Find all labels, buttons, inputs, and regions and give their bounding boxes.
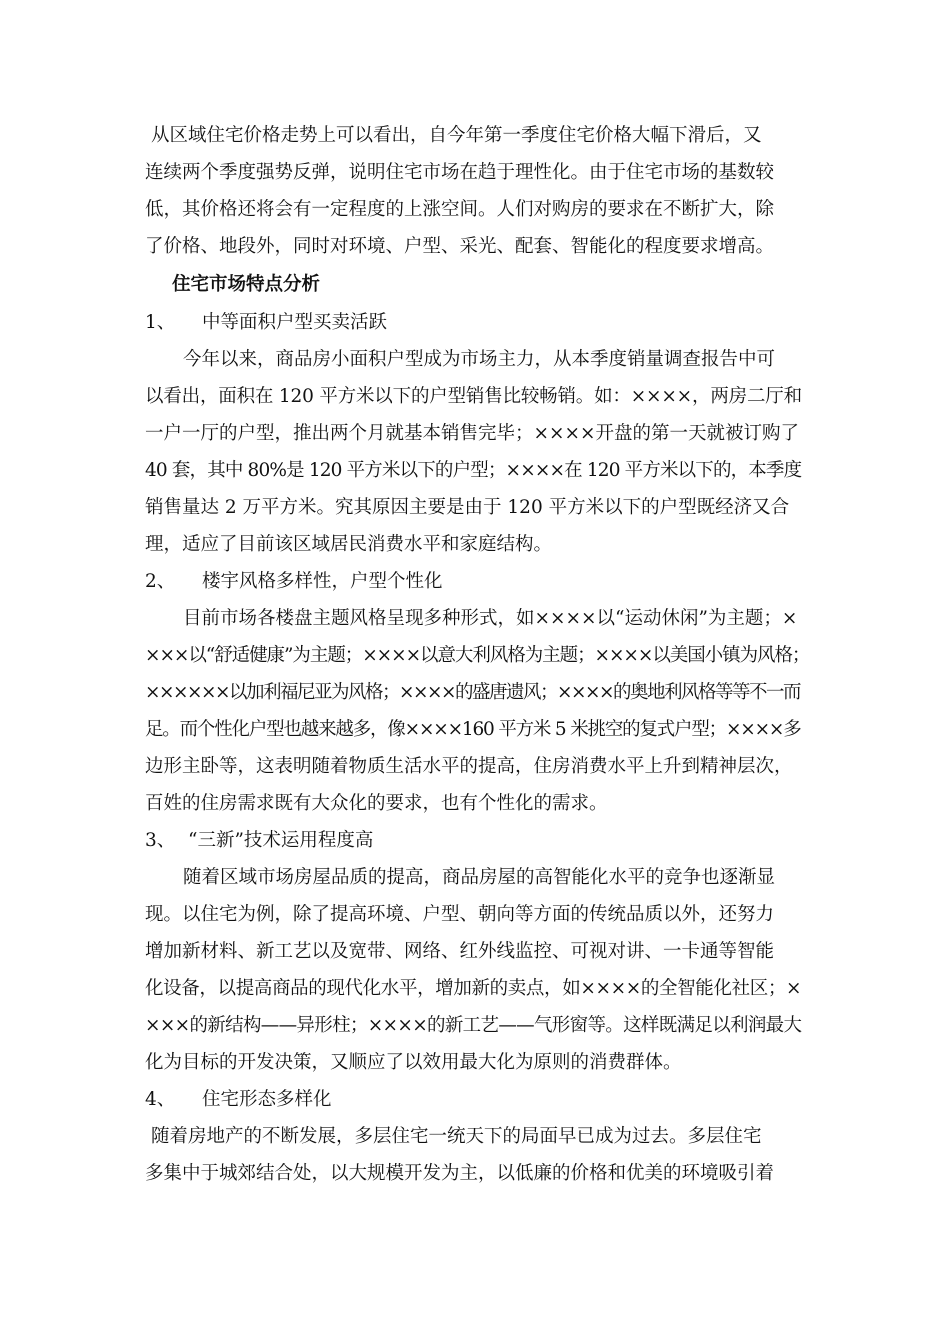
text-line: ×××的新结构——异形柱；××××的新工艺——气形窗等。这样既满足以利润最大 <box>145 1015 802 1036</box>
text-line: 随着区域市场房屋品质的提高，商品房屋的高智能化水平的竞争也逐渐显 <box>183 867 776 888</box>
text-line: 现。以住宅为例，除了提高环境、户型、朝向等方面的传统品质以外，还努力 <box>145 904 775 925</box>
text-line: 从区域住宅价格走势上可以看出，自今年第一季度住宅价格大幅下滑后，又 <box>151 125 762 146</box>
item-number: 4、 <box>145 1089 176 1110</box>
text-line: 以看出，面积在 120 平方米以下的户型销售比较畅销。如：××××，两房二厅和 <box>145 386 802 407</box>
text-line: 连续两个季度强势反弹，说明住宅市场在趋于理性化。由于住宅市场的基数较 <box>145 162 775 183</box>
text-line: 边形主卧等，这表明随着物质生活水平的提高，住房消费水平上升到精神层次， <box>145 756 793 777</box>
text-line: ××××××以加利福尼亚为风格；××××的盛唐遗风；××××的奥地利风格等等不一而 <box>145 682 801 703</box>
text-line: 百姓的住房需求既有大众化的要求，也有个性化的需求。 <box>145 793 608 814</box>
text-line: 低，其价格还将会有一定程度的上涨空间。人们对购房的要求在不断扩大，除 <box>145 199 775 220</box>
text-line: ×××以“舒适健康”为主题；××××以意大利风格为主题；××××以美国小镇为风格； <box>145 645 810 666</box>
text-line: 化设备，以提高商品的现代化水平，增加新的卖点，如××××的全智能化社区；× <box>145 978 802 999</box>
text-line: 了价格、地段外，同时对环境、户型、采光、配套、智能化的程度要求增高。 <box>145 236 775 257</box>
text-line: 随着房地产的不断发展，多层住宅一统天下的局面早已成为过去。多层住宅 <box>151 1126 762 1147</box>
text-line: 目前市场各楼盘主题风格呈现多种形式，如××××以“运动休闲”为主题；× <box>183 608 798 629</box>
text-line: 多集中于城郊结合处，以大规模开发为主，以低廉的价格和优美的环境吸引着 <box>145 1163 775 1184</box>
section-heading: 住宅市场特点分析 <box>172 274 321 295</box>
text-line: 销售量达 2 万平方米。究其原因主要是由于 120 平方米以下的户型既经济又合 <box>145 497 790 518</box>
text-line: 足。而个性化户型也越来越多，像××××160 平方米 5 米挑空的复式户型；××××多 <box>145 719 801 740</box>
text-line: 增加新材料、新工艺以及宽带、网络、红外线监控、可视对讲、一卡通等智能 <box>145 941 775 962</box>
item-number: 1、 <box>145 312 176 333</box>
text-line: 今年以来，商品房小面积户型成为市场主力，从本季度销量调查报告中可 <box>183 349 776 370</box>
item-title: 中等面积户型买卖活跃 <box>202 312 388 333</box>
text-line: 一户一厅的户型，推出两个月就基本销售完毕；××××开盘的第一天就被订购了 <box>145 423 800 444</box>
text-line: 理，适应了目前该区域居民消费水平和家庭结构。 <box>145 534 553 555</box>
item-title: 楼宇风格多样性，户型个性化 <box>202 571 443 592</box>
item-title: 住宅形态多样化 <box>202 1089 332 1110</box>
text-line: 40 套，其中 80%是 120 平方米以下的户型；××××在 120 平方米以下的，本季度 <box>145 460 802 481</box>
text-line: 化为目标的开发决策，又顺应了以效用最大化为原则的消费群体。 <box>145 1052 682 1073</box>
item-title: “三新”技术运用程度高 <box>188 830 374 851</box>
item-number: 3、 <box>145 830 176 851</box>
item-number: 2、 <box>145 571 176 592</box>
